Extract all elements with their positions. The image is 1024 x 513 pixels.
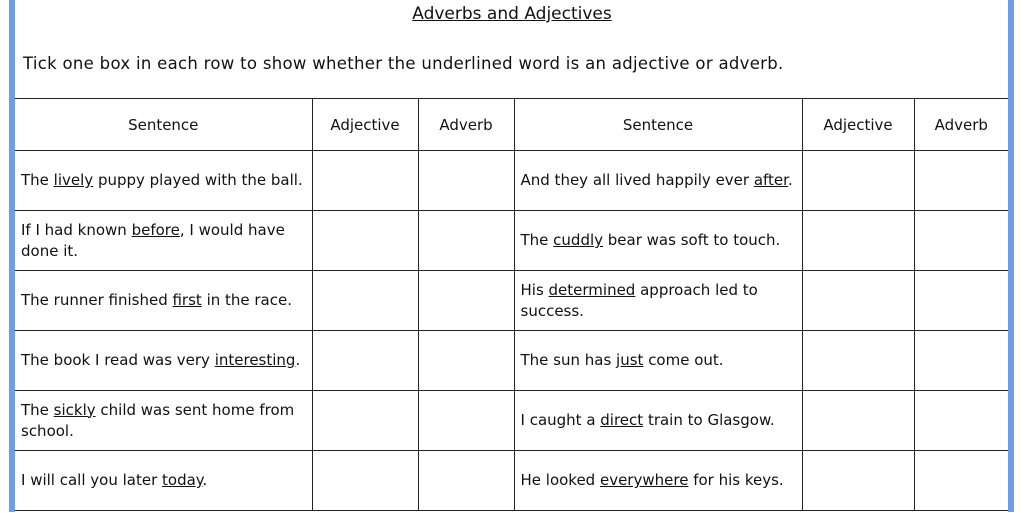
sentence-cell-right: [514, 211, 802, 271]
adverb-tick-box-right[interactable]: [914, 391, 1008, 451]
instruction-text: Tick one box in each row to show whether the underlined word is an adjective or adverb.: [23, 54, 784, 73]
table-row: [15, 331, 1008, 391]
sentence-text: .: [202, 471, 208, 489]
underlined-word: determined: [548, 280, 636, 299]
adjective-tick-box-left[interactable]: [312, 211, 418, 271]
sentence-cell-right: [514, 271, 802, 331]
underlined-word: just: [616, 351, 644, 369]
sentence-cell-left: [15, 151, 312, 211]
sentence-text: The: [520, 231, 554, 249]
underlined-word: direct: [600, 411, 644, 429]
sentence-cell-right: [514, 151, 802, 211]
sentence-cell-right: [514, 451, 802, 511]
adjective-tick-box-left[interactable]: [312, 391, 418, 451]
adverb-tick-box-left[interactable]: [418, 211, 514, 271]
sentence-text: for his keys.: [688, 471, 784, 489]
header-adverb-right: Adverb: [914, 99, 1008, 151]
sentence-text: .: [295, 351, 301, 369]
adjective-tick-box-right[interactable]: [802, 331, 914, 391]
page-title: Adverbs and Adjectives: [412, 4, 612, 24]
table-row: [15, 271, 1008, 331]
sentence-text: child was sent home from school.: [21, 400, 295, 440]
sentence-text: approach led to success.: [520, 280, 758, 320]
sentence-text: , I would have done it.: [21, 220, 285, 260]
adjective-tick-box-right[interactable]: [802, 391, 914, 451]
adverb-tick-box-right[interactable]: [914, 211, 1008, 271]
underlined-word: first: [172, 291, 202, 309]
underlined-word: lively: [53, 171, 94, 189]
sentence-text: bear was soft to touch.: [603, 231, 781, 249]
sentence-text: train to Glasgow.: [643, 411, 775, 429]
sentence-cell-left: [15, 271, 312, 331]
table-row: [15, 211, 1008, 271]
adjective-tick-box-left[interactable]: [312, 451, 418, 511]
header-sentence-right: Sentence: [514, 99, 802, 151]
adverb-tick-box-right[interactable]: [914, 451, 1008, 511]
underlined-word: everywhere: [599, 471, 689, 489]
sentence-text: His: [520, 280, 549, 299]
underlined-word: sickly: [53, 400, 96, 419]
header-adjective-left: Adjective: [312, 99, 418, 151]
adverb-tick-box-left[interactable]: [418, 331, 514, 391]
sentence-text: I caught a: [520, 411, 601, 429]
sentence-cell-right: [514, 391, 802, 451]
header-adjective-right: Adjective: [802, 99, 914, 151]
adjective-tick-box-left[interactable]: [312, 271, 418, 331]
header-adverb-left: Adverb: [418, 99, 514, 151]
adverb-tick-box-right[interactable]: [914, 271, 1008, 331]
sentence-cell-left: [15, 451, 312, 511]
adjective-tick-box-right[interactable]: [802, 451, 914, 511]
sentence-text: The: [21, 171, 54, 189]
header-sentence-left: Sentence: [15, 99, 312, 151]
sentence-text: come out.: [643, 351, 724, 369]
adjective-tick-box-right[interactable]: [802, 211, 914, 271]
underlined-word: interesting: [214, 351, 296, 369]
sentence-text: The: [21, 400, 54, 419]
sentence-text: in the race.: [201, 291, 292, 309]
sentence-text: .: [787, 171, 793, 189]
sentence-text: He looked: [520, 471, 600, 489]
adverb-tick-box-right[interactable]: [914, 151, 1008, 211]
sentence-text: The book I read was very: [21, 351, 215, 369]
adverb-tick-box-right[interactable]: [914, 331, 1008, 391]
sentence-text: If I had known: [21, 220, 132, 239]
adverb-tick-box-left[interactable]: [418, 151, 514, 211]
adverb-tick-box-left[interactable]: [418, 451, 514, 511]
sentence-text: I will call you later: [21, 471, 163, 489]
adjective-tick-box-left[interactable]: [312, 331, 418, 391]
adjective-tick-box-right[interactable]: [802, 271, 914, 331]
underlined-word: before: [131, 220, 180, 239]
adjective-tick-box-right[interactable]: [802, 151, 914, 211]
worksheet-table-area: [15, 98, 1008, 513]
page-border-right: [1008, 0, 1014, 512]
sentence-cell-left: [15, 331, 312, 391]
adverb-adjective-table: [15, 99, 1008, 511]
sentence-text: The runner finished: [21, 291, 173, 309]
underlined-word: cuddly: [553, 231, 604, 249]
adverb-tick-box-left[interactable]: [418, 391, 514, 451]
table-row: [15, 151, 1008, 211]
sentence-text: And they all lived happily ever: [520, 171, 754, 189]
sentence-text: The sun has: [520, 351, 617, 369]
underlined-word: after: [753, 171, 788, 189]
sentence-cell-left: [15, 211, 312, 271]
table-header-row: [15, 99, 1008, 151]
table-row: [15, 451, 1008, 511]
sentence-cell-right: [514, 331, 802, 391]
sentence-text: puppy played with the ball.: [93, 171, 303, 189]
table-row: [15, 391, 1008, 451]
adjective-tick-box-left[interactable]: [312, 151, 418, 211]
underlined-word: today: [162, 471, 203, 489]
sentence-cell-left: [15, 391, 312, 451]
adverb-tick-box-left[interactable]: [418, 271, 514, 331]
